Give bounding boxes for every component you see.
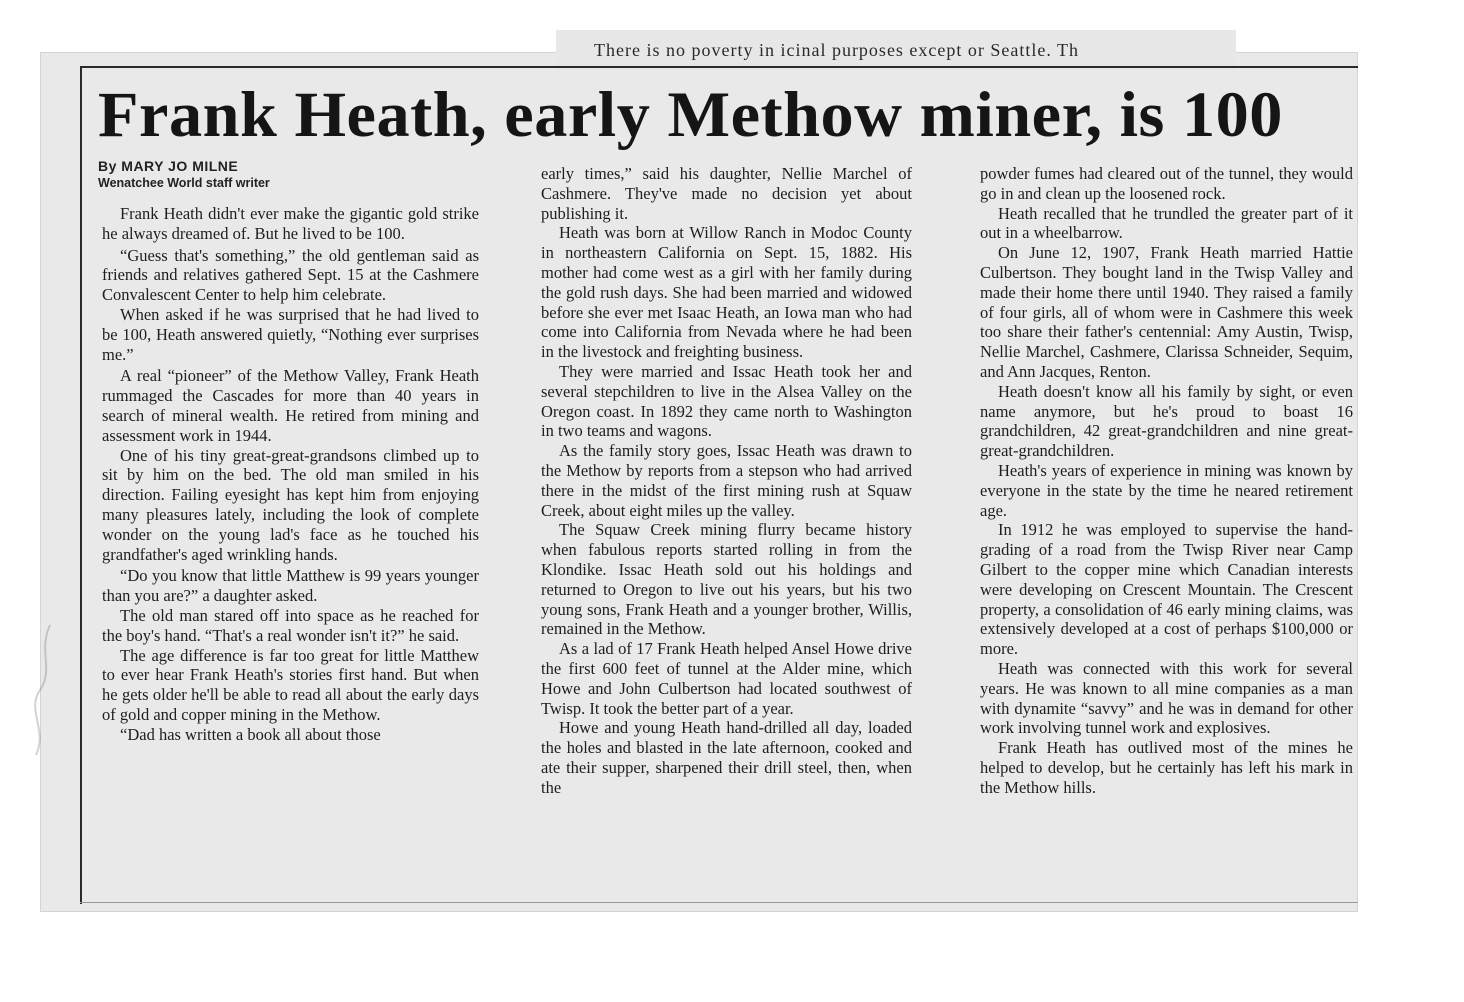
paragraph: “Dad has written a book all about those bbox=[120, 724, 381, 744]
byline-title: Wenatchee World staff writer bbox=[98, 176, 270, 190]
bottom-rule bbox=[80, 902, 1358, 903]
byline bbox=[98, 158, 270, 191]
paragraph: One of his tiny great-great-grandsons climbed up to sit by him on the bed. The old man smiled in his direction. Failing eyesight has kept him from enjoying many pleasures lately, including the look of complete wonder on the young lad's face as he touched his grandfather's aged wrinkling hands. bbox=[102, 445, 479, 564]
paragraph-continued: powder fumes had cleared out of the tunnel, they would go in and clean up the loosened rock. bbox=[980, 164, 1353, 203]
paragraph: “Guess that's something,” the old gentleman said as friends and relatives gathered Sept. 15 at the Cashmere Convalescent Center to help him celebrate. bbox=[102, 245, 479, 305]
paragraph: Heath was born at Willow Ranch in Modoc County in northeastern California on Sept. 15, 1882. His mother had come west as a girl with her family during the gold rush days. She had been married and widowed before she ever met Isaac Heath, an Iowa man who had come into California from Nevada where he had been in the livestock and freighting business. bbox=[541, 223, 912, 362]
paragraph: Heath's years of experience in mining was known by everyone in the state by the time he neared retirement age. bbox=[980, 460, 1353, 520]
paragraph: Frank Heath didn't ever make the gigantic gold strike he always dreamed of. But he lived to be 100. bbox=[102, 204, 479, 243]
article-column-3 bbox=[980, 164, 1353, 798]
paragraph-continued: early times,” said his daughter, Nellie Marchel of Cashmere. They've made no decision yet about publishing it. bbox=[541, 164, 912, 223]
paragraph: Heath doesn't know all his family by sight, or even name anymore, but he's proud to boast 16 grandchildren, 42 great-grandchildren and nine great-great-grandchildren. bbox=[980, 381, 1353, 461]
paragraph: On June 12, 1907, Frank Heath married Hattie Culbertson. They bought land in the Twisp Valley and made their home there until 1940. They raised a family of four girls, all of whom were in Cashmere this week too share their father's centennial: Amy Austin, Twisp, Nellie Marchel, Cashmere, Clarissa Schneider, Sequim, and Ann Jacques, Renton. bbox=[980, 243, 1353, 381]
paragraph: As the family story goes, Issac Heath was drawn to the Methow by reports from a stepson who had arrived there in the midst of the first mining rush at Squaw Creek, about eight miles up the valley. bbox=[541, 441, 912, 520]
paragraph: Heath was connected with this work for several years. He was known to all mine companies as a man with dynamite “savvy” and he was in demand for other work involving tunnel work and explosives. bbox=[980, 658, 1353, 738]
paragraph: As a lad of 17 Frank Heath helped Ansel Howe drive the first 600 feet of tunnel at the Alder mine, which Howe and John Culbertson had located southwest of Twisp. It took the better part of a year. bbox=[541, 639, 912, 718]
headline: Frank Heath, early Methow miner, is 100 bbox=[98, 79, 1283, 151]
paragraph: Howe and young Heath hand-drilled all day, loaded the holes and blasted in the late afternoon, cooked and ate their supper, sharpened their drill steel, then, when the bbox=[541, 718, 912, 797]
paragraph: The age difference is far too great for little Matthew to ever hear Frank Heath's stories first hand. But when he gets older he'll be able to read all about the early days of gold and copper mining in the Methow. bbox=[102, 645, 479, 724]
left-rule bbox=[80, 66, 82, 904]
paragraph: The Squaw Creek mining flurry became history when fabulous reports started rolling in from the Klondike. Issac Heath sold out his holdings and returned to Oregon to live out his years, but his two young sons, Frank Heath and a younger brother, Willis, remained in the Methow. bbox=[541, 520, 912, 639]
torn-scrap-previous-article bbox=[556, 30, 1236, 70]
paragraph: “Do you know that little Matthew is 99 years younger than you are?” a daughter asked. bbox=[102, 566, 479, 606]
top-rule bbox=[80, 66, 1358, 68]
paragraph: The old man stared off into space as he reached for the boy's hand. “That's a real wonder isn't it?” he said. bbox=[102, 605, 479, 645]
article-column-1 bbox=[102, 204, 479, 745]
paragraph: In 1912 he was employed to supervise the hand-grading of a road from the Twisp River near Camp Gilbert to the copper mine which Canadian interests were developing on Crescent Mountain. The Crescent property, a consolidation of 46 early mining claims, was extensively developed at a cost of perhaps $100,000 or more. bbox=[980, 520, 1353, 659]
scrap-text: There is no poverty in icinal purposes except or Seattle. Th bbox=[594, 40, 1080, 60]
byline-author: By MARY JO MILNE bbox=[98, 158, 239, 174]
paragraph: They were married and Issac Heath took her and several stepchildren to live in the Alsea Valley on the Oregon coast. In 1892 they came north to Washington in two teams and wagons. bbox=[541, 361, 912, 441]
article-column-2 bbox=[541, 164, 912, 798]
paragraph: A real “pioneer” of the Methow Valley, Frank Heath rummaged the Cascades for more than 40 years in search of mineral wealth. He retired from mining and assessment work in 1944. bbox=[102, 366, 479, 445]
paragraph: Heath recalled that he trundled the greater part of it out in a wheelbarrow. bbox=[980, 203, 1353, 243]
pencil-mark-icon bbox=[28, 620, 58, 760]
paragraph: Frank Heath has outlived most of the mines he helped to develop, but he certainly has left his mark in the Methow hills. bbox=[980, 738, 1353, 797]
paragraph: When asked if he was surprised that he had lived to be 100, Heath answered quietly, “Nothing ever surprises me.” bbox=[102, 304, 479, 364]
